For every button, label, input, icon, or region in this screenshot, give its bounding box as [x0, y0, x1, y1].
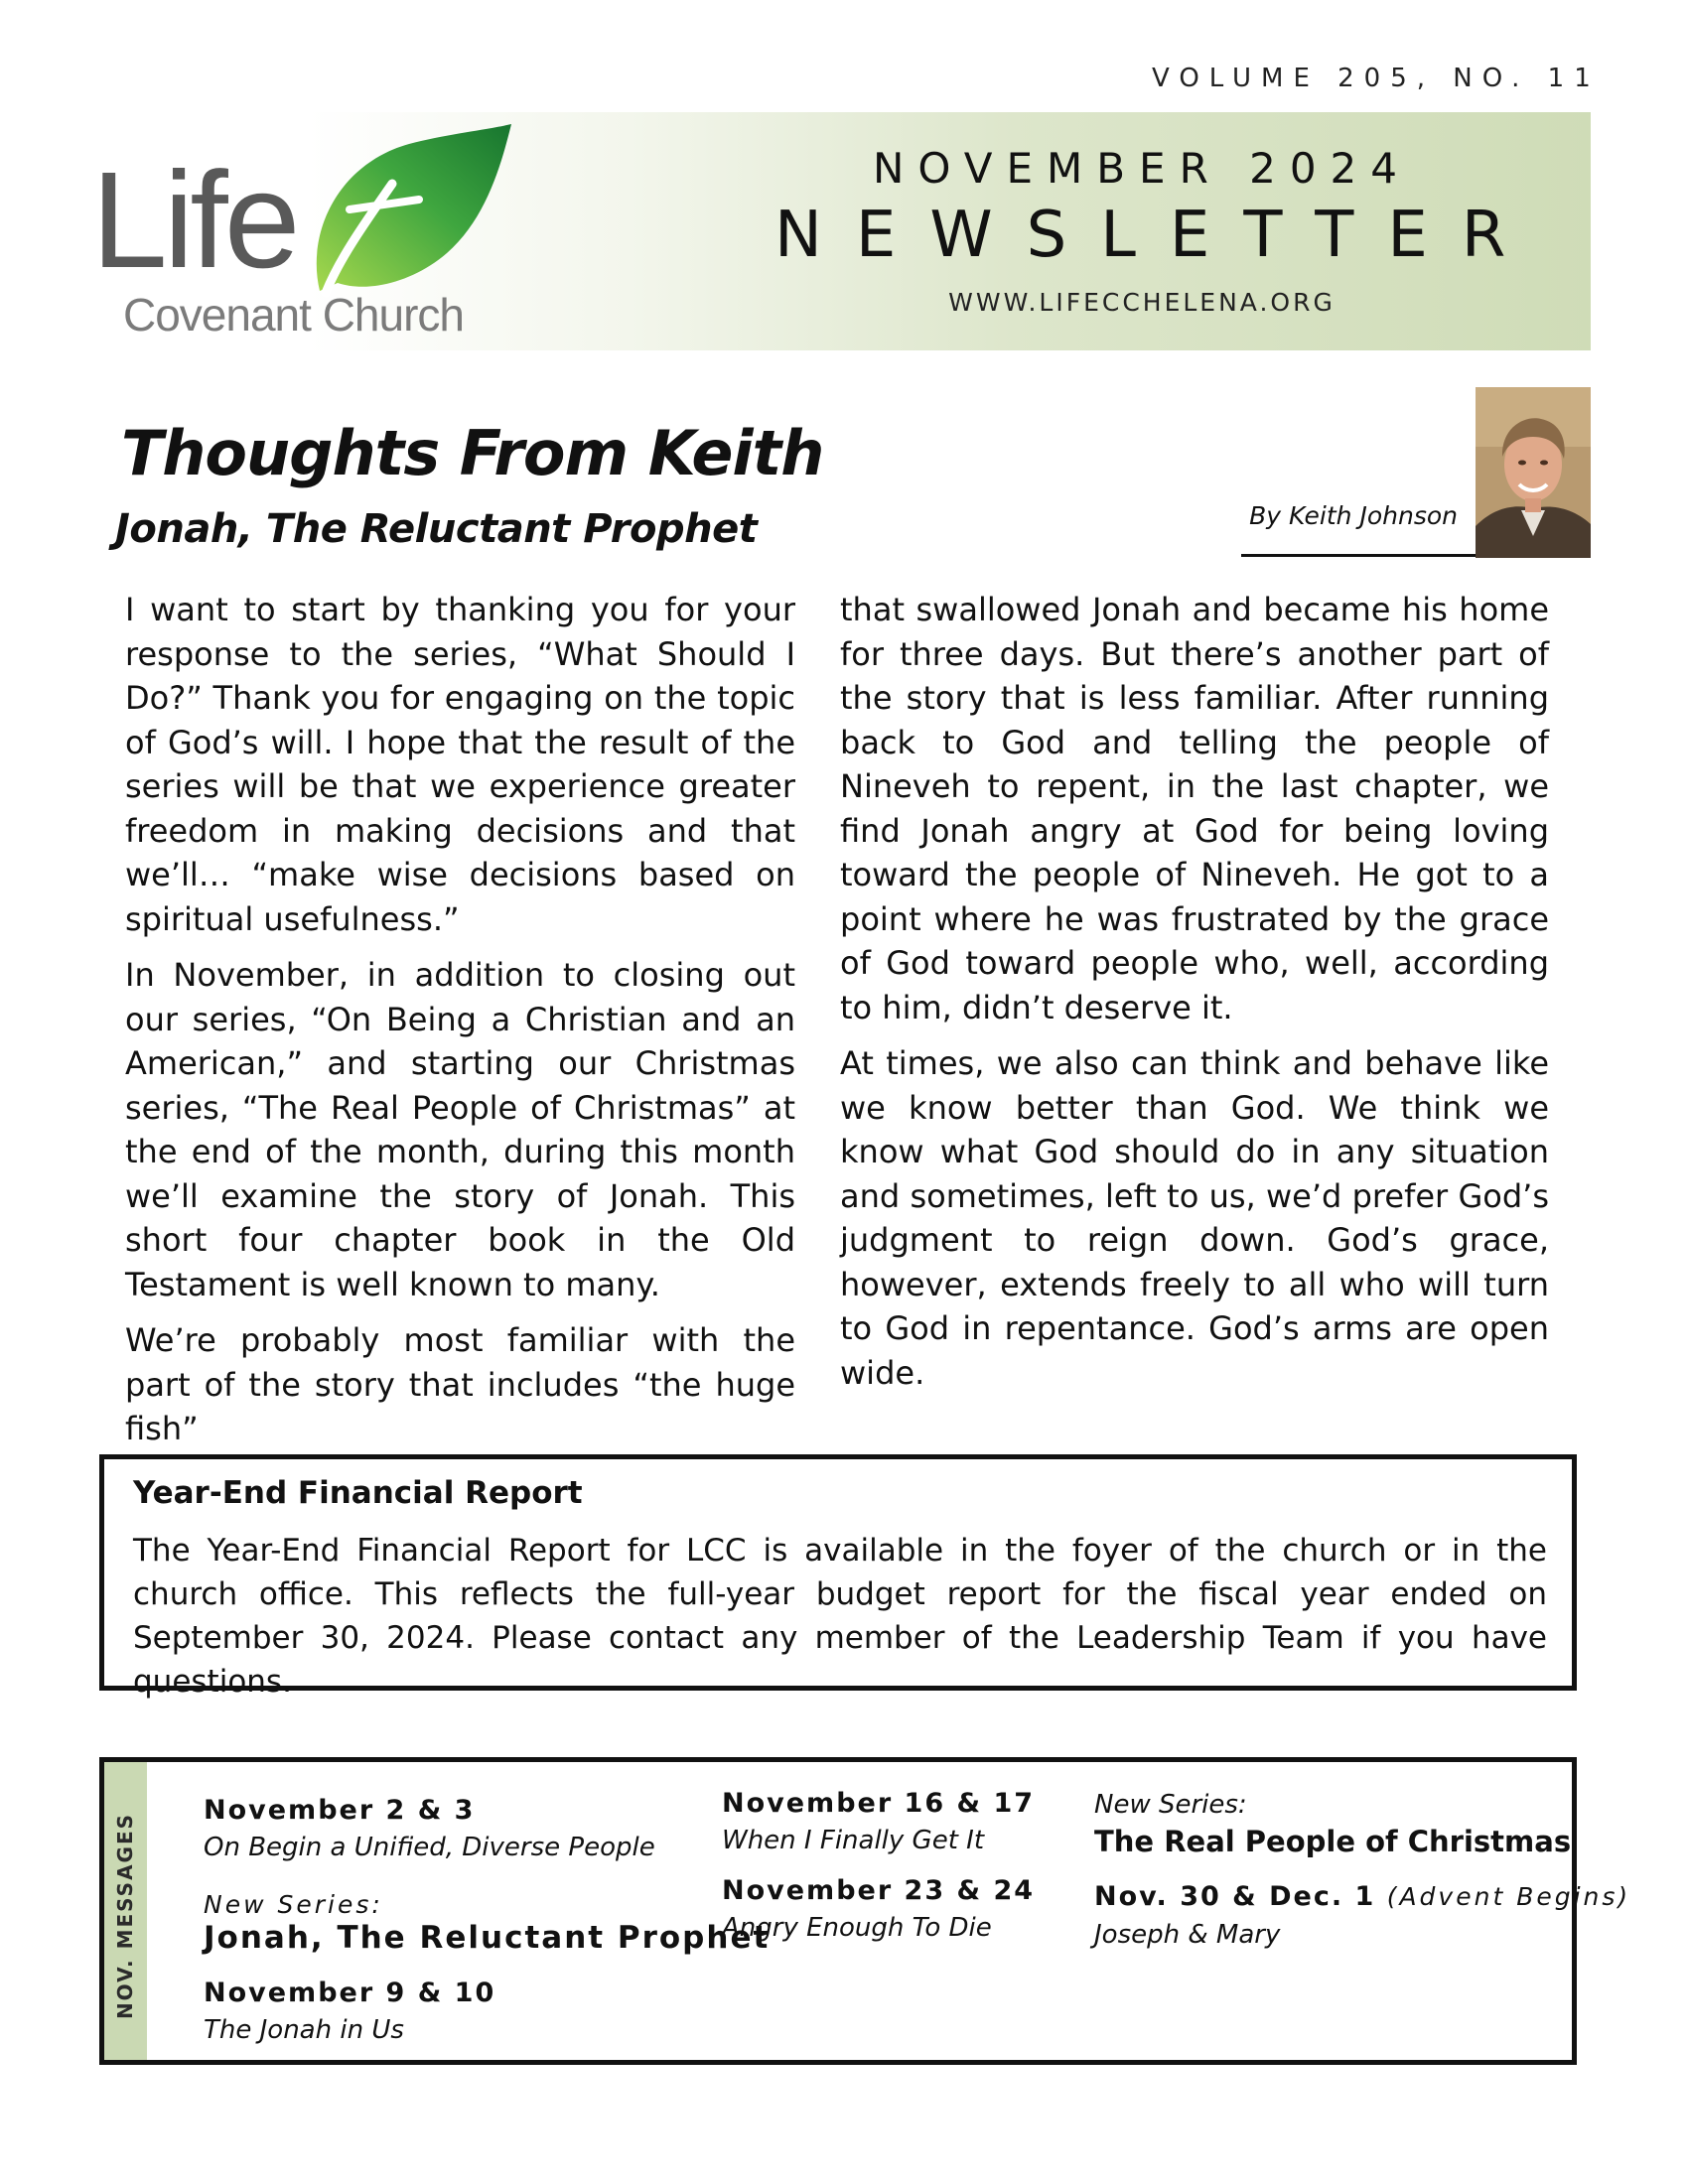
message-date-text: Nov. 30 & Dec. 1	[1094, 1881, 1376, 1912]
message-date: November 23 & 24	[722, 1875, 1036, 1906]
message-date	[1094, 1881, 1630, 1912]
newsletter-month: NOVEMBER 2024	[872, 144, 1411, 193]
article-paragraph: I want to start by thanking you for your response to the series, “What Should I Do?” Thank you for engaging on the topic of God’s will. I hope that the result of the series will be that we experience greater freedom in making decisions and that we’ll… “make wise decisions based on spiritual usefulness.”	[125, 591, 795, 938]
new-series-label: New Series:	[204, 1890, 383, 1919]
leaf-cross-icon	[298, 124, 516, 298]
message-title: On Begin a Unified, Diverse People	[204, 1833, 655, 1862]
byline-rule	[1241, 554, 1476, 557]
message-title: Joseph & Mary	[1094, 1920, 1281, 1950]
series-name: Jonah, The Reluctant Prophet	[204, 1920, 771, 1956]
series-name: The Real People of Christmas	[1094, 1825, 1572, 1858]
messages-label: NOV. MESSAGES	[113, 1812, 137, 2020]
message-date: November 9 & 10	[204, 1978, 496, 2008]
article-paragraph: We’re probably most familiar with the part of the story that includes “the huge fish”	[125, 1321, 795, 1447]
author-photo	[1476, 387, 1591, 558]
message-title: Angry Enough To Die	[722, 1913, 992, 1943]
message-title: When I Finally Get It	[722, 1826, 985, 1855]
article-title: Thoughts From Keith	[121, 417, 824, 489]
article-paragraph: At times, we also can think and behave like we know better than God. We think we know what God should do in any situation and sometimes, left to us, we’d prefer God’s judgment to reign down. God’s grace, however, extends freely to all who will turn to God in repentance. God’s arms are open wide.	[840, 1044, 1549, 1392]
financial-report-title: Year-End Financial Report	[133, 1475, 583, 1511]
logo-subtitle: Covenant Church	[123, 289, 464, 341]
message-date: November 16 & 17	[722, 1788, 1036, 1819]
message-date: November 2 & 3	[204, 1795, 476, 1826]
church-logo	[91, 124, 508, 347]
financial-report-body: The Year-End Financial Report for LCC is available in the foyer of the church or in the church office. This reflects the full-year budget report for the fiscal year ended on September 30, 2024. Please contact any member of the Leadership Team if you have questions.	[133, 1533, 1547, 1700]
byline: By Keith Johnson	[1249, 501, 1458, 530]
article-paragraph: In November, in addition to closing out our series, “On Being a Christian and an American,” and starting our Christmas series, “The Real People of Christmas” at the end of the month, during this month we’ll examine the story of Jonah. This short four chapter book in the Old Testament is well known to many.	[125, 956, 795, 1303]
volume-number: VOLUME 205, NO. 11	[1152, 64, 1601, 93]
advent-note: (Advent Begins)	[1386, 1882, 1631, 1911]
article-subtitle: Jonah, The Reluctant Prophet	[115, 506, 758, 552]
article-paragraph: that swallowed Jonah and became his home for three days. But there’s another part of the story that is less familiar. After running back to God and telling the people of Nineveh to repent, in the last chapter, we find Jonah angry at God for being loving toward the people of Nineveh. He got to a point where he was frustrated by the grace of God toward people who, well, according to him, didn’t deserve it.	[840, 591, 1549, 1026]
newsletter-title: NEWSLETTER	[774, 199, 1540, 272]
article-column-right	[840, 588, 1549, 1407]
website-url[interactable]: WWW.LIFECCHELENA.ORG	[948, 288, 1336, 317]
logo-life-text: Life	[91, 144, 297, 297]
message-title: The Jonah in Us	[204, 2015, 404, 2045]
article-column-left	[125, 588, 795, 1463]
new-series-label: New Series:	[1094, 1790, 1247, 1820]
